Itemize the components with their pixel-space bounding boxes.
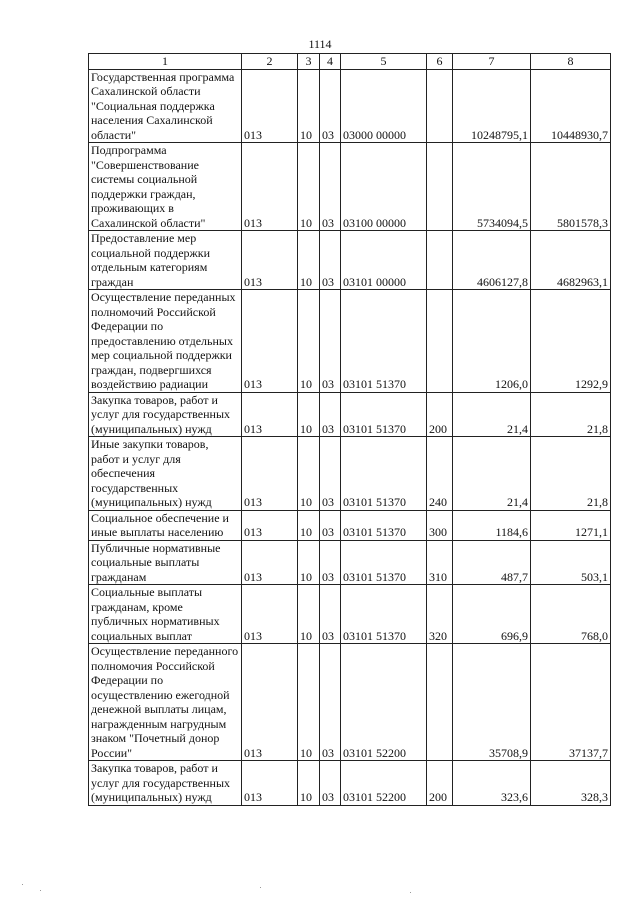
table-row [89,761,611,806]
row-description: Подпрограмма "Совершенствование системы социальной поддержки граждан, проживающих в Сахалинской области" [89,143,242,231]
section-code: 10 [298,69,320,143]
amount-year1: 21,4 [453,437,531,511]
section-code: 10 [298,761,320,806]
row-description: Осуществление переданных полномочий Российской Федерации по предоставлению отдельных мер социальной поддержки граждан, подвергшихся воздействию радиации [89,290,242,393]
row-description: Осуществление переданного полномочия Российской Федерации по осуществлению ежегодной денежной выплаты лицам, награжденным нагрудным знаком "Почетный донор России" [89,644,242,761]
subsection-code: 03 [320,510,341,540]
amount-year2: 4682963,1 [531,231,611,290]
ministry-code: 013 [242,540,298,585]
target-code: 03101 51370 [341,392,427,437]
amount-year1: 10248795,1 [453,69,531,143]
scan-speck [22,884,23,885]
row-description: Иные закупки товаров, работ и услуг для обеспечения государственных (муниципальных) нужд [89,437,242,511]
row-description: Закупка товаров, работ и услуг для государственных (муниципальных) нужд [89,392,242,437]
amount-year1: 5734094,5 [453,143,531,231]
column-header: 1 [89,54,242,70]
table-row [89,437,611,511]
section-code: 10 [298,392,320,437]
table-row [89,585,611,644]
row-description: Закупка товаров, работ и услуг для государственных (муниципальных) нужд [89,761,242,806]
subsection-code: 03 [320,143,341,231]
section-code: 10 [298,644,320,761]
subsection-code: 03 [320,437,341,511]
ministry-code: 013 [242,510,298,540]
amount-year2: 1292,9 [531,290,611,393]
subsection-code: 03 [320,761,341,806]
expense-type-code: 200 [427,761,453,806]
column-header: 8 [531,54,611,70]
row-description: Социальные выплаты гражданам, кроме публичных нормативных социальных выплат [89,585,242,644]
subsection-code: 03 [320,290,341,393]
amount-year1: 696,9 [453,585,531,644]
expense-type-code: 310 [427,540,453,585]
subsection-code: 03 [320,585,341,644]
expense-type-code [427,290,453,393]
amount-year2: 503,1 [531,540,611,585]
subsection-code: 03 [320,231,341,290]
row-description: Предоставление мер социальной поддержки отдельным категориям граждан [89,231,242,290]
target-code: 03101 51370 [341,437,427,511]
ministry-code: 013 [242,231,298,290]
section-code: 10 [298,585,320,644]
target-code: 03101 51370 [341,510,427,540]
section-code: 10 [298,143,320,231]
amount-year2: 21,8 [531,392,611,437]
amount-year1: 1184,6 [453,510,531,540]
target-code: 03101 51370 [341,290,427,393]
section-code: 10 [298,510,320,540]
expense-type-code [427,69,453,143]
subsection-code: 03 [320,644,341,761]
section-code: 10 [298,231,320,290]
expense-type-code: 300 [427,510,453,540]
target-code: 03000 00000 [341,69,427,143]
scan-speck [260,887,261,888]
row-description: Публичные нормативные социальные выплаты гражданам [89,540,242,585]
table-row [89,143,611,231]
amount-year1: 487,7 [453,540,531,585]
subsection-code: 03 [320,69,341,143]
amount-year2: 5801578,3 [531,143,611,231]
amount-year2: 10448930,7 [531,69,611,143]
expense-type-code: 200 [427,392,453,437]
row-description: Социальное обеспечение и иные выплаты населению [89,510,242,540]
target-code: 03101 51370 [341,585,427,644]
amount-year2: 768,0 [531,585,611,644]
ministry-code: 013 [242,69,298,143]
target-code: 03101 00000 [341,231,427,290]
ministry-code: 013 [242,585,298,644]
scan-speck [40,890,41,891]
table-row [89,392,611,437]
expense-type-code [427,644,453,761]
amount-year1: 35708,9 [453,644,531,761]
table-row [89,231,611,290]
table-row [89,69,611,143]
section-code: 10 [298,540,320,585]
expense-type-code: 320 [427,585,453,644]
column-header: 4 [320,54,341,70]
ministry-code: 013 [242,437,298,511]
ministry-code: 013 [242,143,298,231]
column-header: 2 [242,54,298,70]
ministry-code: 013 [242,392,298,437]
table-row [89,510,611,540]
subsection-code: 03 [320,540,341,585]
section-code: 10 [298,437,320,511]
budget-table [88,53,611,806]
subsection-code: 03 [320,392,341,437]
column-header: 6 [427,54,453,70]
column-header: 5 [341,54,427,70]
amount-year1: 21,4 [453,392,531,437]
amount-year2: 328,3 [531,761,611,806]
table-row [89,644,611,761]
amount-year2: 21,8 [531,437,611,511]
column-header: 3 [298,54,320,70]
header-row [89,54,611,70]
expense-type-code: 240 [427,437,453,511]
amount-year1: 1206,0 [453,290,531,393]
ministry-code: 013 [242,290,298,393]
target-code: 03101 52200 [341,761,427,806]
page-number: 1114 [308,37,332,51]
ministry-code: 013 [242,644,298,761]
amount-year1: 4606127,8 [453,231,531,290]
expense-type-code [427,143,453,231]
table-row [89,290,611,393]
scan-speck [410,892,411,893]
amount-year2: 1271,1 [531,510,611,540]
target-code: 03100 00000 [341,143,427,231]
target-code: 03101 51370 [341,540,427,585]
amount-year2: 37137,7 [531,644,611,761]
column-header: 7 [453,54,531,70]
row-description: Государственная программа Сахалинской области "Социальная поддержка населения Сахалинской области" [89,69,242,143]
section-code: 10 [298,290,320,393]
target-code: 03101 52200 [341,644,427,761]
table-row [89,540,611,585]
expense-type-code [427,231,453,290]
ministry-code: 013 [242,761,298,806]
amount-year1: 323,6 [453,761,531,806]
